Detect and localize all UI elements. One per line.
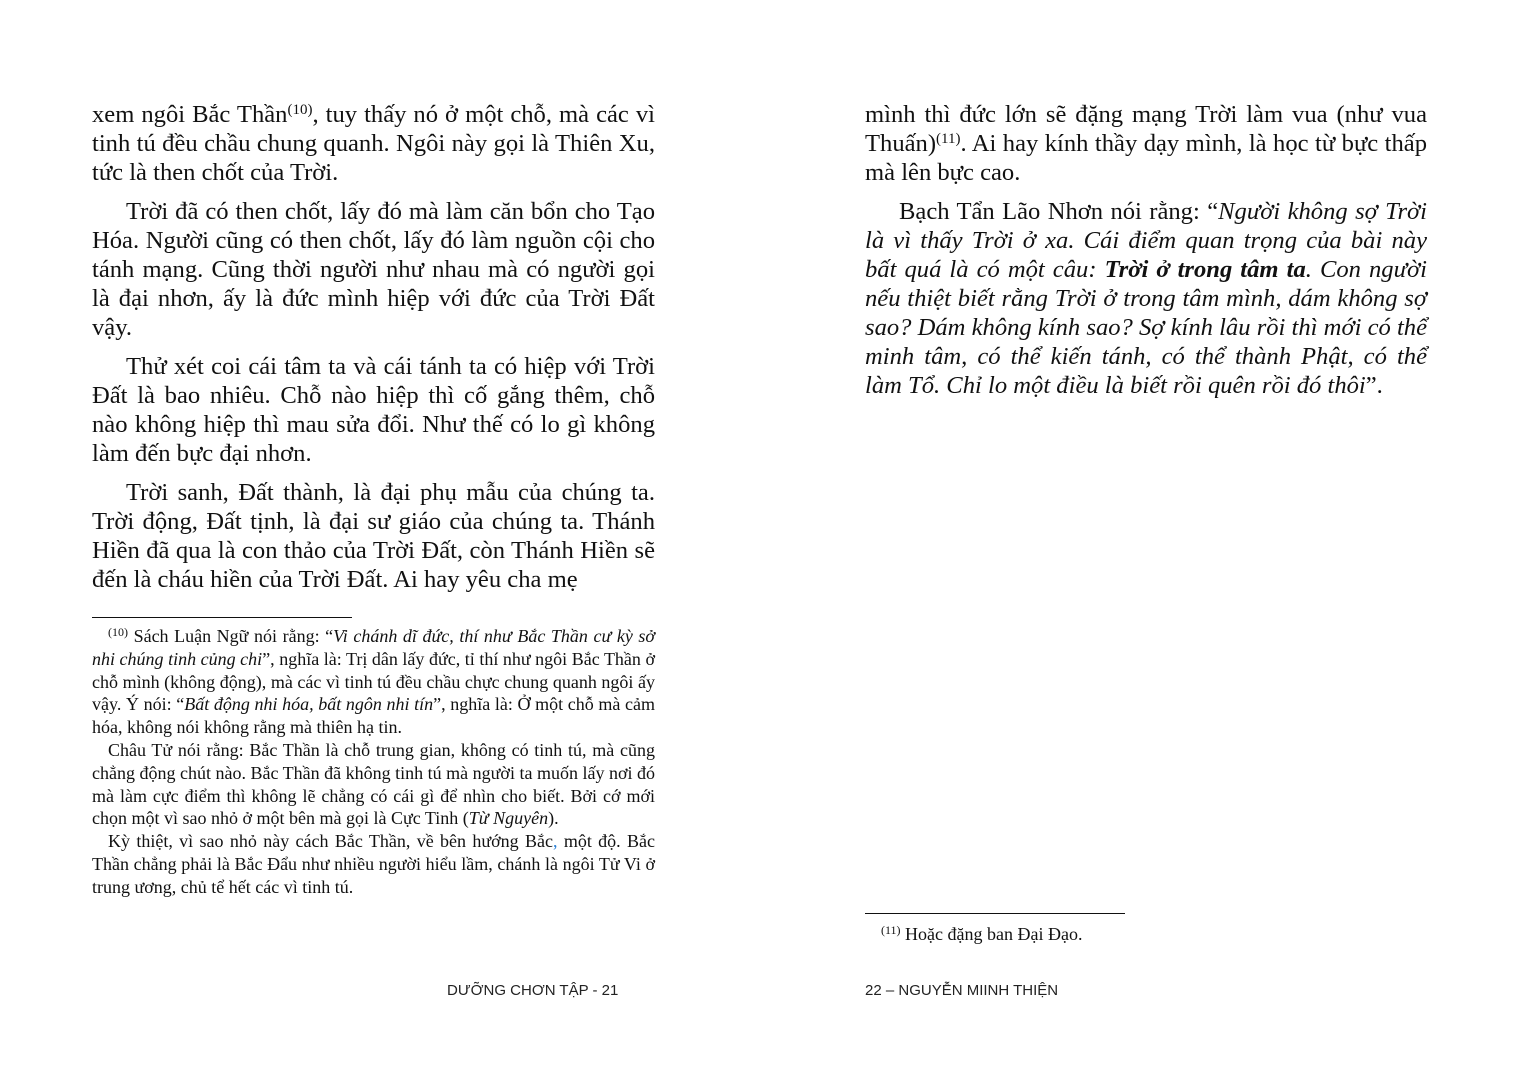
left-body-text	[92, 100, 655, 604]
italic-quote: Vi chánh dĩ đức, thí như Bắc Thần cư kỳ sở nhi chúng tinh củng chi	[92, 626, 655, 669]
right-page	[865, 0, 1427, 1076]
text-run: mình thì đức lớn sẽ đặng mạng Trời làm vua (như vua Thuấn)	[865, 101, 1427, 157]
text-run: Châu Tử nói rằng: Bắc Thần là chỗ trung gian, không có tinh tú, mà cũng chẳng động chút nào. Bắc Thần đã không tinh tú mà người ta muốn lấy nơi đó mà làm cực điểm thì không lẽ chẳng có cái gì để nhìn cho biết. Bởi cớ mới chọn một vì sao nhỏ ở một bên mà gọi là Cực Tinh (	[92, 739, 655, 829]
italic-quote: Bất động nhi hóa, bất ngôn nhi tín	[184, 694, 434, 715]
footnote-10-continuation-2	[92, 830, 655, 898]
text-run: , tuy thấy nó ở một chỗ, mà các vì tinh tú đều chầu chung quanh. Ngôi này gọi là Thiên Xu, tức là then chốt của Trời.	[92, 101, 655, 186]
footnote-10	[92, 625, 655, 739]
footnote-ref-10[interactable]: (10)	[287, 102, 313, 118]
text-run: . Ai hay kính thầy dạy mình, là học từ bực thấp mà lên bực cao.	[865, 130, 1427, 186]
running-footer-left: DƯỠNG CHƠN TẬP - 21	[447, 982, 619, 999]
footnote-separator	[92, 617, 352, 618]
footnote-marker: (10)	[108, 625, 128, 639]
highlighted-comma: ,	[552, 831, 558, 852]
italic-source: Từ Nguyên	[468, 808, 549, 829]
text-run: ”.	[1365, 372, 1383, 399]
left-page	[92, 0, 655, 1076]
footnote-ref-11[interactable]: (11)	[936, 131, 961, 147]
bold-italic-emphasis: Trời ở trong tâm ta	[1104, 256, 1306, 283]
paragraph-2: Trời đã có then chốt, lấy đó mà làm căn bổn cho Tạo Hóa. Người cũng có then chốt, lấy đó làm nguồn cội cho tánh mạng. Cũng thời người như nhau mà có người gọi là đại nhơn, ấy là đức mình hiệp với đức của Trời Đất vậy.	[92, 198, 655, 341]
text-run: Bạch Tẩn Lão Nhơn nói rằng: “	[899, 198, 1219, 225]
paragraph-3: Thử xét coi cái tâm ta và cái tánh ta có hiệp với Trời Đất là bao nhiêu. Chỗ nào hiệp thì cố gắng thêm, chỗ nào không hiệp thì mau sửa đổi. Như thế có lo gì không làm đến bực đại nhơn.	[92, 353, 655, 467]
paragraph-4: Trời sanh, Đất thành, là đại phụ mẫu của chúng ta. Trời động, Đất tịnh, là đại sư giáo của chúng ta. Thánh Hiền đã qua là con thảo của Trời Đất, còn Thánh Hiền sẽ đến là cháu hiền của Trời Đất. Ai hay yêu cha mẹ	[92, 479, 655, 593]
right-footnotes	[865, 923, 1427, 946]
running-footer-right: 22 – NGUYỄN MIINH THIỆN	[865, 982, 1059, 999]
right-body-text	[865, 100, 1427, 410]
text-run: một độ. Bắc Thần chẳng phải là Bắc Đẩu như nhiều người hiểu lầm, chánh là ngôi Tử Vi ở trung ương, chủ tể hết các vì tinh tú.	[92, 831, 655, 897]
text-run: Hoặc đặng ban Đại Đạo.	[900, 924, 1083, 944]
text-run: Sách Luận Ngữ nói rằng: “	[128, 626, 334, 646]
paragraph-1	[865, 100, 1427, 187]
footnote-separator	[865, 913, 1125, 914]
paragraph-1	[92, 100, 655, 187]
text-run: Kỳ thiệt, vì sao nhỏ này cách Bắc Thần, về bên hướng Bắc	[108, 831, 553, 852]
footnote-11	[865, 923, 1427, 946]
italic-quote: Người không sợ Trời là vì thấy Trời ở xa. Cái điểm quan trọng của bài này bất quá là có một câu:	[865, 198, 1428, 283]
text-run: ”, nghĩa là: Ở một chỗ mà cảm hóa, không nói không rằng mà thiên hạ tin.	[92, 694, 655, 738]
paragraph-2	[865, 197, 1427, 400]
italic-quote: . Con người nếu thiệt biết rằng Trời ở trong tâm mình, dám không sợ sao? Dám không kính sao? Sợ kính lâu rồi thì mới có thể minh tâm, có thể kiến tánh, có thể thành Phật, có thể làm Tổ. Chỉ lo một điều là biết rồi quên rồi đó thôi	[865, 256, 1427, 399]
footnote-marker: (11)	[881, 923, 901, 937]
left-footnotes	[92, 625, 655, 899]
text-run: xem ngôi Bắc Thần	[92, 101, 288, 128]
footnote-10-continuation-1	[92, 739, 655, 830]
text-run: ”, nghĩa là: Trị dân lấy đức, tỉ thí như ngôi Bắc Thần ở chỗ mình (không động), mà các vì tinh tú đều chầu chực chung quanh ngôi ấy vậy. Ý nói: “	[92, 648, 655, 715]
text-run: ).	[548, 808, 559, 829]
